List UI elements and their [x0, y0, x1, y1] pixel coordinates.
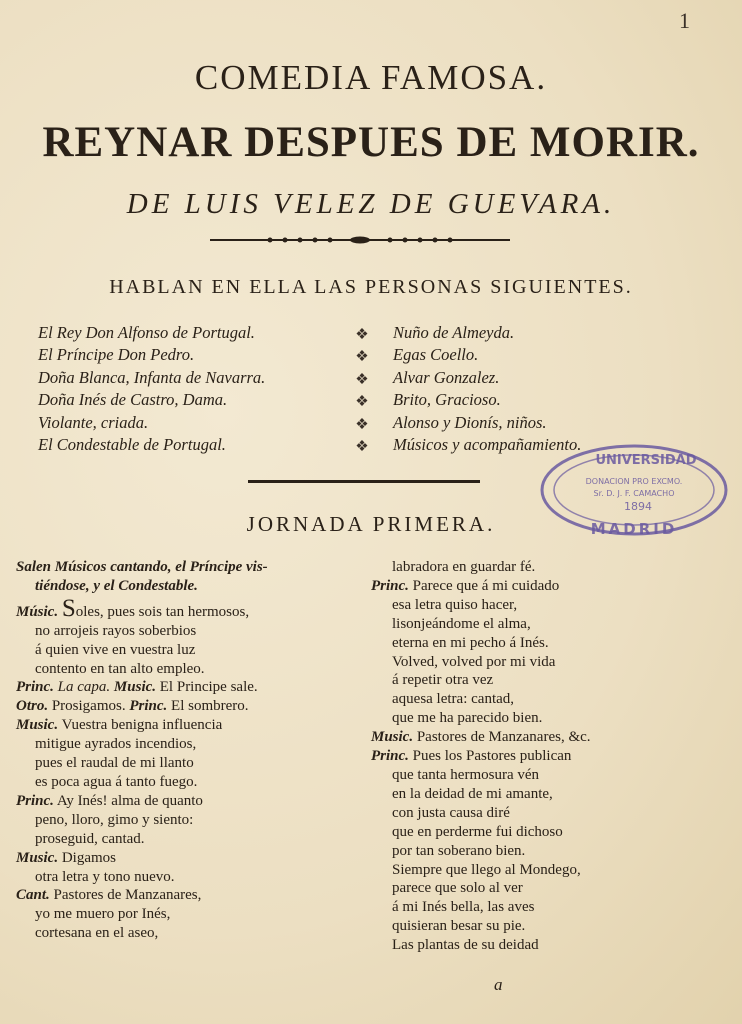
- verse-line: proseguid, cantad.: [35, 830, 145, 847]
- stamp-year: 1894: [624, 500, 652, 513]
- verse-line: con justa causa diré: [392, 804, 510, 821]
- verse-line: Princ. La capa. Music. El Principe sale.: [16, 679, 258, 696]
- cast-item: Alonso y Dionís, niños.: [393, 412, 547, 432]
- text-column-left: [16, 558, 366, 943]
- section-rule: [248, 480, 480, 483]
- drop-capital: S: [61, 594, 76, 622]
- fleuron-icon: ❖: [355, 371, 369, 388]
- cast-item: Músicos y acompañamiento.: [393, 435, 582, 455]
- stage-direction: Salen Músicos cantando, el Príncipe vis-: [16, 559, 268, 575]
- fleuron-icon: ❖: [355, 416, 369, 433]
- verse-line: aquesa letra: cantad,: [392, 691, 515, 708]
- verse-line: no arrojeis rayos soberbios: [35, 622, 197, 639]
- page-number: 1: [679, 8, 690, 33]
- fleuron-icon: ❖: [355, 327, 369, 343]
- cast-item: Egas Coello.: [393, 345, 479, 365]
- cast-list-right: [393, 322, 581, 456]
- verse-line: á quien vive en vuestra luz: [35, 641, 196, 658]
- verse-line: pues el raudal de mi llanto: [35, 755, 194, 772]
- verse-line: Princ. Pues los Pastores publican: [371, 748, 572, 765]
- stage-direction: tiéndose, y el Condestable.: [35, 577, 198, 594]
- cast-list-left: [38, 322, 265, 456]
- verse-line: otra letra y tono nuevo.: [35, 868, 175, 885]
- verse-line: lisonjeándome el alma,: [392, 615, 531, 632]
- cast-item: Alvar Gonzalez.: [393, 367, 500, 387]
- verse-line: Princ. Ay Inés! alma de quanto: [16, 792, 203, 809]
- cast-item: Nuño de Almeyda.: [393, 323, 515, 342]
- verse-line: parece que solo al ver: [392, 880, 523, 897]
- cast-item: El Rey Don Alfonso de Portugal.: [38, 323, 255, 342]
- verse-line: quisieran besar su pie.: [392, 918, 526, 935]
- verse-line: peno, lloro, gimo y siento:: [35, 811, 194, 828]
- verse-line: Music. Pastores de Manzanares, &c.: [371, 729, 591, 746]
- cast-heading: HABLAN EN ELLA LAS PERSONAS SIGUIENTES.: [109, 276, 633, 298]
- cast-item: Violante, criada.: [38, 412, 149, 432]
- act-heading: JORNADA PRIMERA.: [246, 512, 496, 536]
- stamp-city: MADRID: [590, 520, 678, 538]
- verse-line: Volved, volved por mi vida: [392, 653, 556, 670]
- verse-line: Las plantas de su deidad: [392, 937, 539, 954]
- cast-item: Doña Blanca, Infanta de Navarra.: [38, 367, 266, 387]
- verse-line: en la deidad de mi amante,: [392, 785, 553, 802]
- verse-line: Princ. Parece que á mi cuidado: [371, 577, 560, 594]
- stamp-line1: DONACION PRO EXCMO.: [585, 477, 683, 486]
- verse-line: cortesana en el aseo,: [35, 925, 159, 942]
- verse-line: que me ha parecido bien.: [392, 710, 543, 727]
- signature-mark: a: [494, 975, 503, 994]
- verse-line: Cant. Pastores de Manzanares,: [16, 887, 202, 904]
- author-line: DE LUIS VELEZ DE GUEVARA.: [126, 188, 616, 220]
- verse-line: Músic. Soles, pues sois tan hermosos,: [16, 594, 250, 622]
- text-column-right: [371, 558, 741, 955]
- verse-line: mitigue ayrados incendios,: [35, 736, 197, 753]
- verse-line: que en perderme fui dichoso: [392, 823, 563, 840]
- title-line-1: COMEDIA FAMOSA.: [194, 58, 548, 97]
- verse-line: Music. Vuestra benigna influencia: [16, 717, 223, 734]
- cast-item: El Condestable de Portugal.: [38, 435, 226, 455]
- verse-line: á repetir otra vez: [392, 672, 494, 689]
- verse-line: que tanta hermosura vén: [392, 766, 540, 783]
- verse-line: á mi Inés bella, las aves: [392, 899, 535, 916]
- verse-line: yo me muero por Inés,: [35, 906, 171, 923]
- verse-line: esa letra quiso hacer,: [392, 596, 518, 613]
- cast-ornament-column: [352, 324, 372, 458]
- verse-line: labradora en guardar fé.: [392, 559, 536, 575]
- verse-line: Siempre que llego al Mondego,: [392, 861, 581, 878]
- verse-line: por tan soberano bien.: [392, 842, 526, 859]
- stamp-top: UNIVERSIDAD: [595, 453, 697, 468]
- verse-line: Music. Digamos: [16, 849, 117, 866]
- cast-item: Doña Inés de Castro, Dama.: [38, 390, 228, 410]
- fleuron-icon: ❖: [355, 438, 369, 455]
- verse-line: eterna en mi pecho á Inés.: [392, 634, 549, 651]
- title-line-2: REYNAR DESPUES DE MORIR.: [42, 119, 700, 166]
- verse-line: es poca agua á tanto fuego.: [35, 773, 198, 790]
- verse-line: contento en tan alto empleo.: [35, 660, 205, 677]
- stamp-line2: Sr. D. J. F. CAMACHO: [593, 489, 675, 498]
- cast-item: Brito, Gracioso.: [393, 390, 501, 410]
- verse-line: Otro. Prosigamos. Princ. El sombrero.: [16, 698, 249, 715]
- cast-item: El Príncipe Don Pedro.: [38, 345, 195, 365]
- fleuron-icon: ❖: [355, 349, 369, 366]
- fleuron-icon: ❖: [355, 394, 369, 411]
- ornament-divider: [210, 236, 510, 244]
